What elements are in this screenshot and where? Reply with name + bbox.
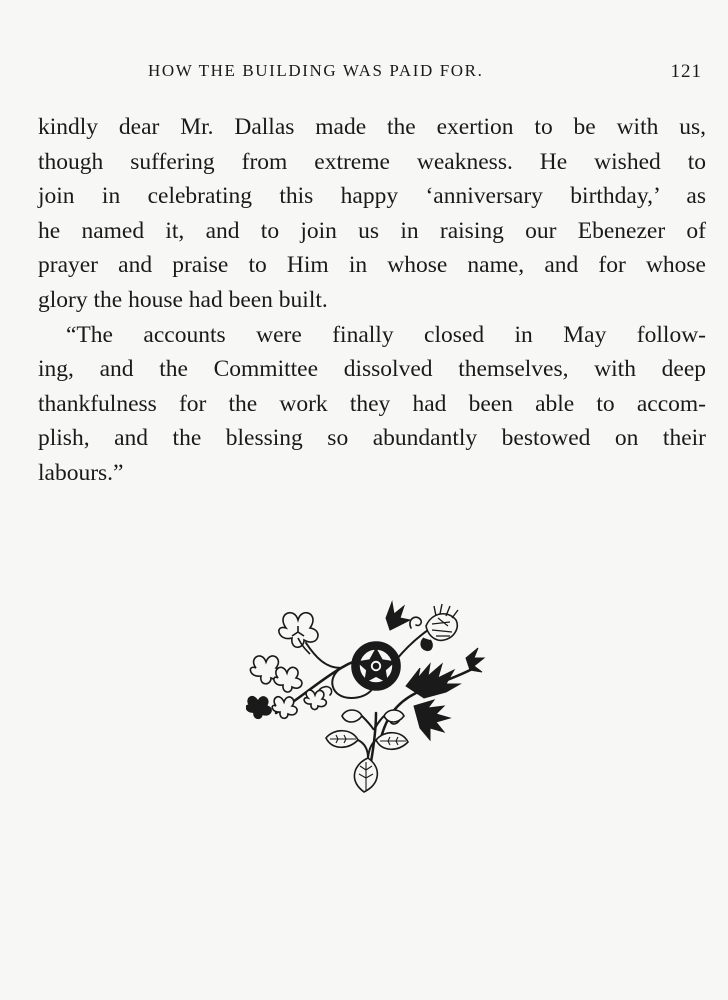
text-line: though suffering from extreme weakness. He wished to	[38, 148, 706, 175]
text-line: “The accounts were finally closed in May follow-	[66, 321, 706, 348]
body-text	[38, 110, 706, 491]
text-line: plish, and the blessing so abundantly bestowed on their	[38, 425, 706, 452]
text-line: prayer and praise to Him in whose name, and for whose	[38, 252, 706, 279]
text-line: glory the house had been built.	[38, 286, 328, 313]
page-number: 121	[670, 61, 702, 82]
text-line: thankfulness for the work they had been able to accom-	[38, 390, 706, 417]
floral-tailpiece-icon	[246, 598, 492, 798]
text-line: join in celebrating this happy ‘anniversary birthday,’ as	[38, 183, 706, 210]
text-line: kindly dear Mr. Dallas made the exertion to be with us,	[38, 114, 706, 140]
text-line: ing, and the Committee dissolved themselves, with deep	[38, 356, 706, 383]
running-head	[148, 61, 704, 83]
running-title: HOW THE BUILDING WAS PAID FOR.	[148, 61, 484, 80]
text-line: he named it, and to join us in raising our Ebenezer of	[38, 217, 706, 244]
text-line: labours.”	[38, 459, 124, 486]
